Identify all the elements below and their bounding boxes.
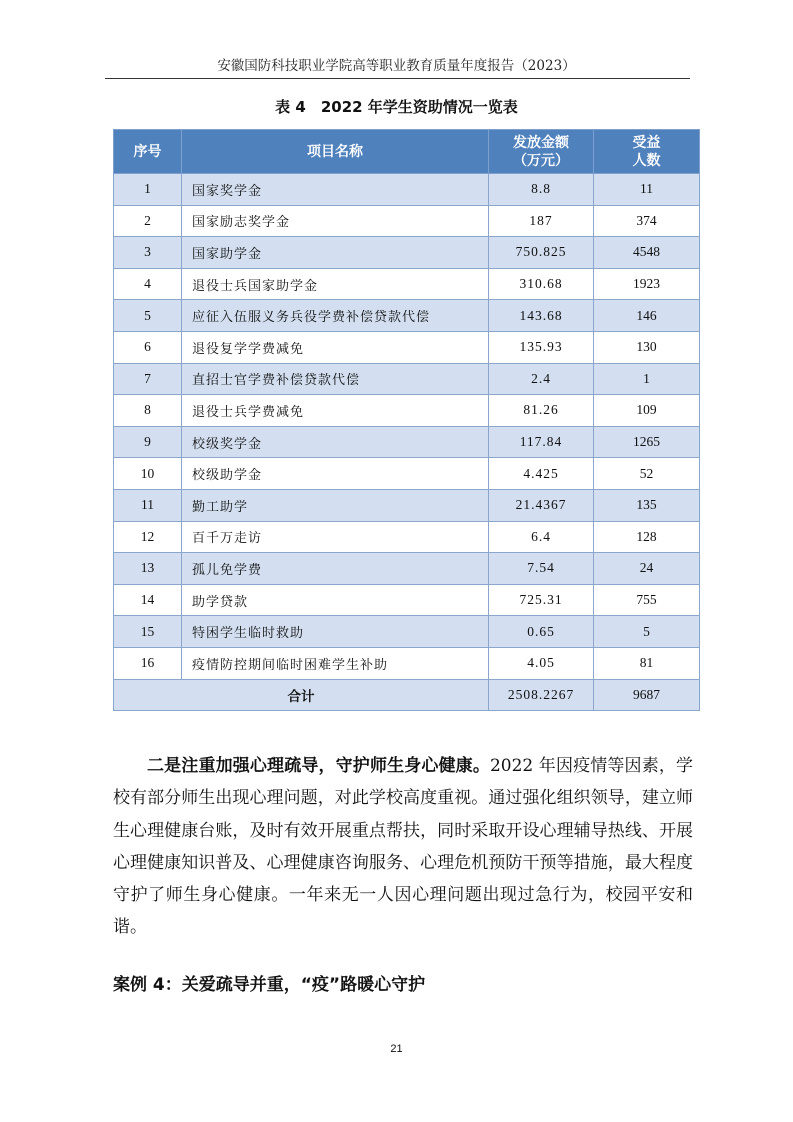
cell-no: 7 bbox=[114, 363, 182, 395]
cell-name: 校级助学金 bbox=[182, 458, 489, 490]
cell-amount: 310.68 bbox=[489, 268, 594, 300]
cell-count: 5 bbox=[594, 616, 700, 648]
table-row bbox=[114, 268, 700, 300]
table-row bbox=[114, 426, 700, 458]
cell-no: 3 bbox=[114, 237, 182, 269]
cell-amount: 725.31 bbox=[489, 584, 594, 616]
cell-count: 52 bbox=[594, 458, 700, 490]
cell-count: 1265 bbox=[594, 426, 700, 458]
cell-amount: 7.54 bbox=[489, 553, 594, 585]
cell-count: 24 bbox=[594, 553, 700, 585]
cell-name: 退役士兵学费减免 bbox=[182, 395, 489, 427]
table-header-row bbox=[114, 130, 700, 174]
cell-amount: 21.4367 bbox=[489, 489, 594, 521]
cell-no: 5 bbox=[114, 300, 182, 332]
cell-name: 特困学生临时救助 bbox=[182, 616, 489, 648]
cell-name: 国家励志奖学金 bbox=[182, 205, 489, 237]
header-amount bbox=[489, 130, 594, 174]
table-row bbox=[114, 616, 700, 648]
table-row bbox=[114, 395, 700, 427]
cell-amount: 117.84 bbox=[489, 426, 594, 458]
cell-count: 1923 bbox=[594, 268, 700, 300]
cell-count: 374 bbox=[594, 205, 700, 237]
cell-no: 13 bbox=[114, 553, 182, 585]
cell-name: 百千万走访 bbox=[182, 521, 489, 553]
cell-no: 14 bbox=[114, 584, 182, 616]
table-total-row bbox=[114, 679, 700, 710]
cell-amount: 81.26 bbox=[489, 395, 594, 427]
cell-no: 15 bbox=[114, 616, 182, 648]
cell-count: 130 bbox=[594, 331, 700, 363]
cell-count: 11 bbox=[594, 174, 700, 206]
cell-amount: 750.825 bbox=[489, 237, 594, 269]
body-paragraph bbox=[113, 750, 693, 944]
paragraph-lead: 二是注重加强心理疏导，守护师生身心健康。 bbox=[147, 756, 490, 776]
cell-count: 755 bbox=[594, 584, 700, 616]
cell-no: 8 bbox=[114, 395, 182, 427]
cell-count: 4548 bbox=[594, 237, 700, 269]
cell-amount: 0.65 bbox=[489, 616, 594, 648]
header-amount-line1: 发放金额 bbox=[513, 134, 569, 151]
cell-no: 1 bbox=[114, 174, 182, 206]
cell-no: 16 bbox=[114, 647, 182, 679]
header-no: 序号 bbox=[114, 130, 182, 174]
cell-name: 校级奖学金 bbox=[182, 426, 489, 458]
table-row bbox=[114, 584, 700, 616]
table-row bbox=[114, 300, 700, 332]
cell-amount: 4.05 bbox=[489, 647, 594, 679]
cell-amount: 187 bbox=[489, 205, 594, 237]
total-count: 9687 bbox=[594, 679, 700, 710]
table-row bbox=[114, 553, 700, 585]
cell-name: 疫情防控期间临时困难学生补助 bbox=[182, 647, 489, 679]
cell-no: 4 bbox=[114, 268, 182, 300]
header-name: 项目名称 bbox=[182, 130, 489, 174]
table-row bbox=[114, 521, 700, 553]
cell-amount: 143.68 bbox=[489, 300, 594, 332]
cell-count: 109 bbox=[594, 395, 700, 427]
cell-amount: 2.4 bbox=[489, 363, 594, 395]
cell-count: 135 bbox=[594, 489, 700, 521]
table-caption: 表 4 2022 年学生资助情况一览表 bbox=[275, 98, 518, 116]
cell-name: 应征入伍服义务兵役学费补偿贷款代偿 bbox=[182, 300, 489, 332]
cell-no: 2 bbox=[114, 205, 182, 237]
cell-count: 128 bbox=[594, 521, 700, 553]
cell-name: 直招士官学费补偿贷款代偿 bbox=[182, 363, 489, 395]
cell-no: 6 bbox=[114, 331, 182, 363]
cell-name: 助学贷款 bbox=[182, 584, 489, 616]
report-header-title: 安徽国防科技职业学院高等职业教育质量年度报告（2023） bbox=[217, 58, 576, 74]
cell-no: 9 bbox=[114, 426, 182, 458]
cell-amount: 6.4 bbox=[489, 521, 594, 553]
cell-name: 国家奖学金 bbox=[182, 174, 489, 206]
table-row bbox=[114, 331, 700, 363]
case-title: 案例 4：关爱疏导并重，“疫”路暖心守护 bbox=[113, 975, 426, 995]
total-label: 合计 bbox=[114, 679, 489, 710]
table-row bbox=[114, 458, 700, 490]
cell-amount: 135.93 bbox=[489, 331, 594, 363]
page-number: 21 bbox=[390, 1043, 403, 1055]
table-row bbox=[114, 363, 700, 395]
header-count-line1: 受益 bbox=[632, 134, 661, 151]
student-aid-table bbox=[113, 129, 700, 711]
cell-amount: 4.425 bbox=[489, 458, 594, 490]
cell-no: 12 bbox=[114, 521, 182, 553]
cell-name: 退役士兵国家助学金 bbox=[182, 268, 489, 300]
cell-name: 勤工助学 bbox=[182, 489, 489, 521]
cell-count: 1 bbox=[594, 363, 700, 395]
cell-name: 国家助学金 bbox=[182, 237, 489, 269]
cell-no: 11 bbox=[114, 489, 182, 521]
cell-amount: 8.8 bbox=[489, 174, 594, 206]
cell-no: 10 bbox=[114, 458, 182, 490]
header-count bbox=[594, 130, 700, 174]
table-row bbox=[114, 205, 700, 237]
total-amount: 2508.2267 bbox=[489, 679, 594, 710]
table-row bbox=[114, 489, 700, 521]
header-amount-line2: （万元） bbox=[513, 152, 569, 169]
header-divider bbox=[105, 78, 690, 79]
paragraph-text: 2022 年因疫情等因素，学校有部分师生出现心理问题，对此学校高度重视。通过强化组织领导，建立师生心理健康台账，及时有效开展重点帮扶，同时采取开设心理辅导热线、开展心理健康知识普及、心理健康咨询服务、心理危机预防干预等措施，最大程度守护了师生身心健康。一年来无一人因心理问题出现过急行为，校园平安和谐。 bbox=[113, 756, 693, 938]
cell-name: 孤儿免学费 bbox=[182, 553, 489, 585]
cell-count: 81 bbox=[594, 647, 700, 679]
table-row bbox=[114, 174, 700, 206]
table-row bbox=[114, 237, 700, 269]
header-count-line2: 人数 bbox=[632, 152, 661, 169]
cell-name: 退役复学学费减免 bbox=[182, 331, 489, 363]
table-row bbox=[114, 647, 700, 679]
cell-count: 146 bbox=[594, 300, 700, 332]
